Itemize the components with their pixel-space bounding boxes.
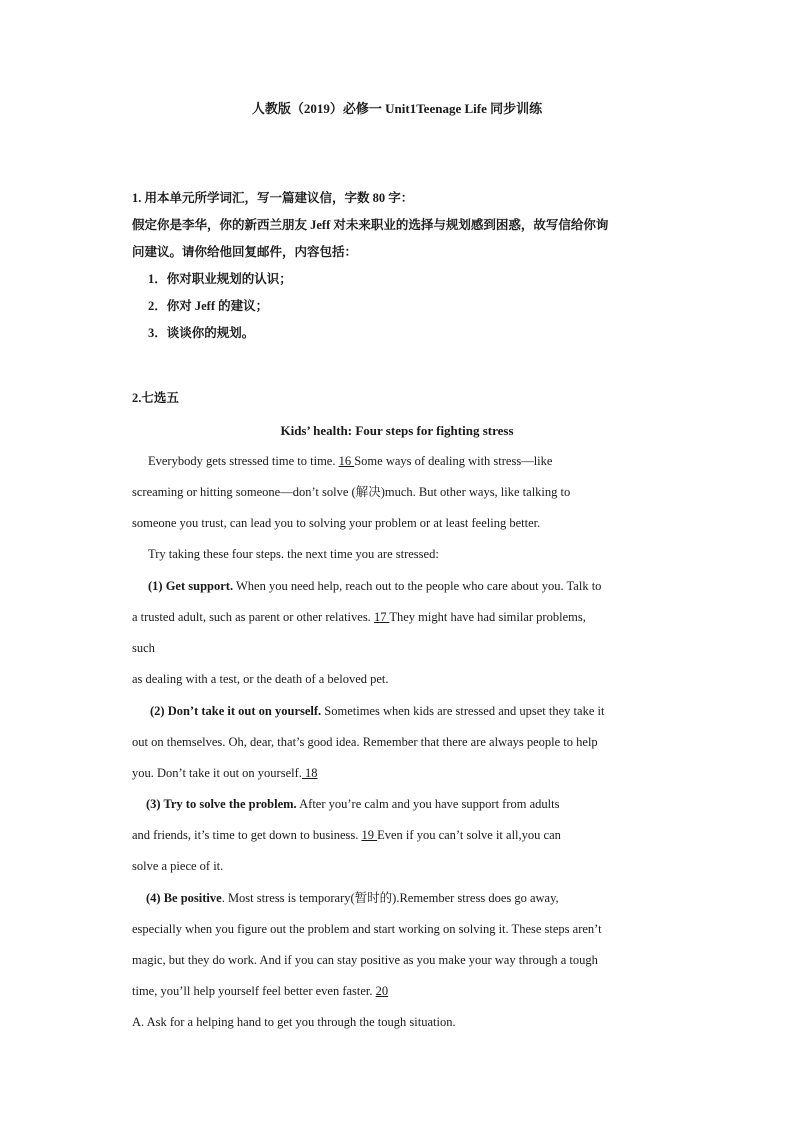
step3-line-3: solve a piece of it. [132,859,224,873]
step3-line-1 [146,796,559,812]
para1-text-a: Everybody gets stressed time to time. [148,454,339,468]
step3-text-2b: Even if you can’t solve it all,you can [377,828,561,842]
q1-point-2: 2．你对 Jeff 的建议； [148,299,269,313]
blank-16[interactable]: 16 [338,454,355,468]
step3-text-2a: and friends, it’s time to get down to business. [132,828,362,842]
step3-line-2 [132,827,561,843]
step2-line-2: out on themselves. Oh, dear, that’s good idea. Remember that there are always people to help [132,735,598,749]
passage-title: Kids’ health: Four steps for fighting stress [280,423,514,438]
step1-label: (1) Get support. [148,579,234,593]
step1-line-3: such [132,641,155,655]
step1-text-2a: a trusted adult, such as parent or other relatives. [132,610,374,624]
document-title: 人教版（2019）必修一 Unit1Teenage Life 同步训练 [251,101,543,116]
step1-text: When you need help, reach out to the people who care about you. Talk to [233,579,602,593]
step1-line-1 [148,578,601,594]
blank-19[interactable]: 19 [361,828,378,842]
step1-text-2b: They might have had similar problems, [389,610,586,624]
blank-17[interactable]: 17 [373,610,390,624]
q1-heading-text: 用本单元所学词汇，写一篇建议信，字数 80 字： [144,191,414,205]
step2-text-3a: you. Don’t take it out on yourself. [132,766,302,780]
step2-line-1 [150,703,604,719]
step1-line-2 [132,609,586,625]
q2-heading: 2.七选五 [132,391,179,405]
step4-text: . Most stress is temporary(暂时的).Remember stress does go away, [221,891,559,905]
para2-line: Try taking these four steps. the next time you are stressed: [148,547,439,561]
para1-line-2: screaming or hitting someone—don’t solve (解决)much. But other ways, like talking to [132,485,571,499]
step4-line-4 [132,983,388,999]
step4-text-4a: time, you’ll help yourself feel better even faster. [132,984,376,998]
q1-heading [132,190,413,206]
step4-label: (4) Be positive [146,891,222,905]
step4-line-2: especially when you figure out the problem and start working on solving it. These steps aren’t [132,922,602,936]
step2-label: (2) Don’t take it out on yourself. [150,704,322,718]
q1-number: 1. [132,191,142,205]
step3-text: After you’re calm and you have support from adults [296,797,560,811]
step1-line-4: as dealing with a test, or the death of a beloved pet. [132,672,389,686]
para1-line-3: someone you trust, can lead you to solving your problem or at least feeling better. [132,516,541,530]
option-a: A. Ask for a helping hand to get you through the tough situation. [132,1015,456,1029]
blank-20[interactable]: 20 [375,984,389,998]
step2-text: Sometimes when kids are stressed and upset they take it [321,704,605,718]
q1-point-1: 1．你对职业规划的认识； [148,272,292,286]
step4-line-1 [146,890,559,906]
blank-18[interactable]: 18 [301,766,318,780]
q1-point-3: 3．谈谈你的规划。 [148,326,255,340]
step4-line-3: magic, but they do work. And if you can stay positive as you make your way through a tough [132,953,598,967]
q1-prompt-line-2: 问建议。请你给他回复邮件，内容包括： [132,245,358,259]
para1-text-b: Some ways of dealing with stress—like [354,454,553,468]
step3-label: (3) Try to solve the problem. [146,797,297,811]
step2-line-3 [132,765,318,781]
q1-prompt-line-1: 假定你是李华，你的新西兰朋友 Jeff 对未来职业的选择与规划感到困惑，故写信给你询 [132,218,609,232]
para1-line-1 [148,453,552,469]
